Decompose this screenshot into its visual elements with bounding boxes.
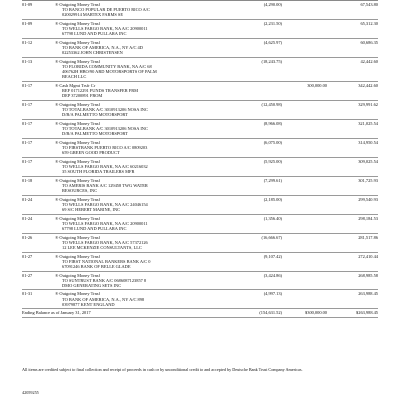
description-line: REF 01712291 FUNDS TRANSFER FRM (62, 88, 139, 94)
transaction-row (22, 58, 378, 82)
description-line: ® Outgoing Money Trnsf (55, 58, 100, 64)
running-balance: 314,950.54 (358, 139, 378, 145)
description-line: ® Outgoing Money Trnsf (55, 215, 100, 221)
debit-amount: (3,424.86) (263, 272, 282, 278)
transaction-description (55, 159, 225, 175)
description-line: ® Cash Mgmt Trsfr Cr (55, 83, 96, 88)
description-line: RESOURCES, INC (62, 188, 98, 194)
transaction-row (22, 215, 378, 234)
transaction-row (22, 39, 378, 58)
description-line: TO BANK OF AMERICA, N.A., NY A/C 4D (62, 45, 143, 51)
ending-balance: $263,988.45 (356, 310, 378, 316)
description-line: 020029914 MARTEX FARMS SE (62, 12, 124, 18)
description-line: ® Outgoing Money Trnsf (55, 20, 100, 26)
ending-balance-label: Ending Balance as of January 31, 2017 (22, 310, 91, 316)
transaction-row (22, 177, 378, 196)
transaction-date: 01-17 (22, 83, 33, 88)
credit-amount (282, 254, 327, 270)
description-line: D/B/A PALMETTO MOTORSPORT (62, 131, 128, 137)
description-line: 67798 LUND AND PULLARA INC (62, 31, 127, 37)
credit-amount (282, 159, 327, 175)
transaction-date: 01-09 (22, 20, 33, 26)
transaction-date: 01-13 (22, 58, 33, 64)
description-line: TO FIRST NATIONAL BANKERS BANK A/C 0 (62, 258, 151, 264)
transaction-description (55, 121, 225, 137)
debit-amount: (2,231.50) (263, 20, 282, 26)
running-balance: 309,025.54 (358, 158, 378, 164)
transaction-row (22, 1, 378, 20)
description-line: TO FLORIDA COMMUNITY BANK, NA A/C 68 (62, 64, 152, 70)
credit-amount (282, 21, 327, 37)
ending-debit-total: (154,631.52) (259, 310, 282, 316)
debit-amount: (12,450.98) (261, 101, 282, 107)
transaction-description (55, 235, 225, 251)
debit-amount: (1,356.40) (263, 215, 282, 221)
description-line: 67798 LUND AND PULLARA INC (62, 226, 127, 232)
debit-amount: (6,075.00) (263, 139, 282, 145)
transaction-description (55, 2, 225, 18)
debit-amount (225, 83, 282, 99)
credit-amount (282, 59, 327, 80)
description-line: DEP 37200891 FROM (62, 93, 103, 99)
description-line: ® Outgoing Money Trnsf (55, 158, 100, 164)
transaction-date: 01-12 (22, 39, 33, 45)
ending-balance-row (22, 309, 378, 318)
transaction-description (55, 273, 225, 289)
description-line: 69 S/C HEBERT MARINE, INC (62, 207, 121, 213)
transaction-row (22, 82, 378, 101)
transaction-description (55, 83, 225, 99)
transaction-date: 01-31 (22, 291, 33, 297)
running-balance: 342,442.60 (358, 83, 378, 88)
debit-amount: (4,625.97) (263, 39, 282, 45)
transaction-date: 01-27 (22, 272, 33, 278)
debit-amount: (9,107.42) (263, 253, 282, 259)
transaction-description (55, 40, 225, 56)
transaction-date: 01-17 (22, 101, 33, 107)
description-line: DMO GENERATING SETS INC (62, 282, 122, 288)
description-line: 406762H HBO/90 ARD MOTORSPORTS OF PALM (62, 69, 157, 75)
credit-amount (282, 216, 327, 232)
description-line: ® Outgoing Money Trnsf (55, 39, 100, 45)
transaction-row (22, 101, 378, 120)
description-line: ® Outgoing Money Trnsf (55, 196, 100, 202)
transaction-date: 01-27 (22, 253, 33, 259)
footnote: All items are credited subject to final collection and receipt of proceeds in cash or by unconditional credit to and accepted by Deutsche Bank Trust Company Americas. (22, 367, 303, 372)
description-line: ® Outgoing Money Trnsf (55, 272, 100, 278)
description-line: 03979877 KENT ENGLAND (62, 301, 115, 307)
description-line: ® Outgoing Money Trnsf (55, 2, 100, 7)
credit-amount (282, 121, 327, 137)
transaction-description (55, 291, 225, 307)
transaction-description (55, 102, 225, 118)
description-line: D/B/A PALMETTO MOTORSPORT (62, 112, 128, 118)
credit-amount (282, 197, 327, 213)
transaction-description (55, 254, 225, 270)
transaction-date: 01-26 (22, 234, 33, 240)
description-line: 02253362 JOHN CHRISTENSEN (62, 50, 123, 56)
running-balance: 67,543.80 (360, 2, 378, 7)
document-id: 42059255 (22, 390, 39, 395)
transaction-description (55, 216, 225, 232)
transaction-row (22, 290, 378, 309)
description-line: TO WELLS FARGO BANK, NA A/C 20900011 (62, 220, 148, 226)
transaction-date: 01-09 (22, 2, 33, 7)
transaction-description (55, 59, 225, 80)
description-line: TO AMERIS BANK A/C 129458 TWG WATER (62, 182, 148, 188)
transaction-date: 01-17 (22, 120, 33, 126)
transaction-date: 01-18 (22, 177, 33, 183)
transaction-row (22, 272, 378, 291)
credit-amount (282, 273, 327, 289)
running-balance: 268,985.58 (358, 272, 378, 278)
running-balance: 263,988.45 (358, 291, 378, 297)
transaction-row (22, 20, 378, 39)
description-line: ® Outgoing Money Trnsf (55, 120, 100, 126)
transaction-row (22, 139, 378, 158)
running-balance: 42,442.60 (360, 58, 378, 64)
debit-amount: (4,997.13) (263, 291, 282, 297)
description-line: TO WELLS FARGO BANK, NA A/C 20900011 (62, 26, 148, 32)
debit-amount: (8,966.08) (263, 120, 282, 126)
description-line: TO WELLS FARGO BANK, NA A/C 60216032 (62, 164, 148, 169)
transaction-row (22, 253, 378, 272)
running-balance: 299,540.93 (358, 196, 378, 202)
description-line: ® Outgoing Money Trnsf (55, 234, 100, 240)
description-line: BEACH LLC (62, 74, 87, 80)
transaction-date: 01-24 (22, 196, 33, 202)
running-balance: 272,410.44 (358, 253, 378, 259)
credit-amount (282, 178, 327, 194)
description-line: 12 LEE MCKENZIE CONSULTANTS, LLC (62, 245, 142, 250)
description-line: 67091246 BANK OF BELLE GLADE (62, 263, 131, 269)
description-line: TO BANCO POPULAR DE PUERTO RICO A/C (62, 7, 150, 13)
debit-amount: (5,925.00) (263, 158, 282, 164)
description-line: ® Outgoing Money Trnsf (55, 291, 100, 297)
description-line: ® Outgoing Money Trnsf (55, 253, 100, 259)
description-line: ® Outgoing Money Trnsf (55, 177, 100, 183)
credit-amount: 300,000.00 (307, 83, 327, 88)
description-line: ® Outgoing Money Trnsf (55, 101, 100, 107)
debit-amount: (18,243.75) (261, 58, 282, 64)
description-line: ® Outgoing Money Trnsf (55, 139, 100, 145)
description-line: TO SUNTRUST BANK A/C 0686087123857 8 (62, 277, 147, 283)
description-line: 659 GREEN GOOD PRODUCT (62, 150, 120, 156)
credit-amount (282, 235, 327, 251)
description-line: 35 SOUTH FLORIDA TRAILERS MFR (62, 169, 135, 175)
transaction-row (22, 158, 378, 177)
debit-amount: (2,185.00) (263, 196, 282, 202)
running-balance: 329,991.62 (358, 101, 378, 107)
description-line: TO FIRSTBANK PUERTO RICO A/C 0809203 (62, 145, 148, 151)
running-balance: 65,312.30 (360, 20, 378, 26)
transaction-description (55, 21, 225, 37)
debit-amount: (4,290.00) (263, 2, 282, 7)
credit-amount (282, 291, 327, 307)
credit-amount (282, 140, 327, 156)
transaction-row (22, 196, 378, 215)
transaction-date: 01-17 (22, 139, 33, 145)
debit-amount: (7,299.61) (263, 177, 282, 183)
transaction-row (22, 234, 378, 253)
transaction-description (55, 140, 225, 156)
transaction-ledger (22, 0, 378, 318)
ending-credit-total: $300,000.00 (305, 310, 327, 316)
running-balance: 321,025.54 (358, 120, 378, 126)
description-line: TO TOTALBANK A/C 3010913206 NOSA INC (62, 107, 148, 113)
transaction-date: 01-24 (22, 215, 33, 221)
transaction-row (22, 120, 378, 139)
description-line: TO WELLS FARGO BANK, NA A/C 24046154 (62, 201, 148, 207)
running-balance: 60,686.35 (360, 39, 378, 45)
debit-amount: (16,666.67) (261, 234, 282, 240)
credit-amount (282, 40, 327, 56)
description-line: TO TOTALBANK A/C 3010913206 NOSA INC (62, 126, 148, 132)
credit-amount (282, 2, 327, 18)
transaction-description (55, 178, 225, 194)
transaction-date: 01-17 (22, 158, 33, 164)
credit-amount (282, 102, 327, 118)
running-balance: 298,184.53 (358, 215, 378, 221)
running-balance: 301,725.93 (358, 177, 378, 183)
transaction-description (55, 197, 225, 213)
description-line: TO WELLS FARGO BANK, NA A/C 57372126 (62, 239, 148, 245)
running-balance: 281,517.86 (358, 234, 378, 240)
description-line: TO BANK OF AMERICA, N.A., NY A/C 898 (62, 296, 145, 302)
